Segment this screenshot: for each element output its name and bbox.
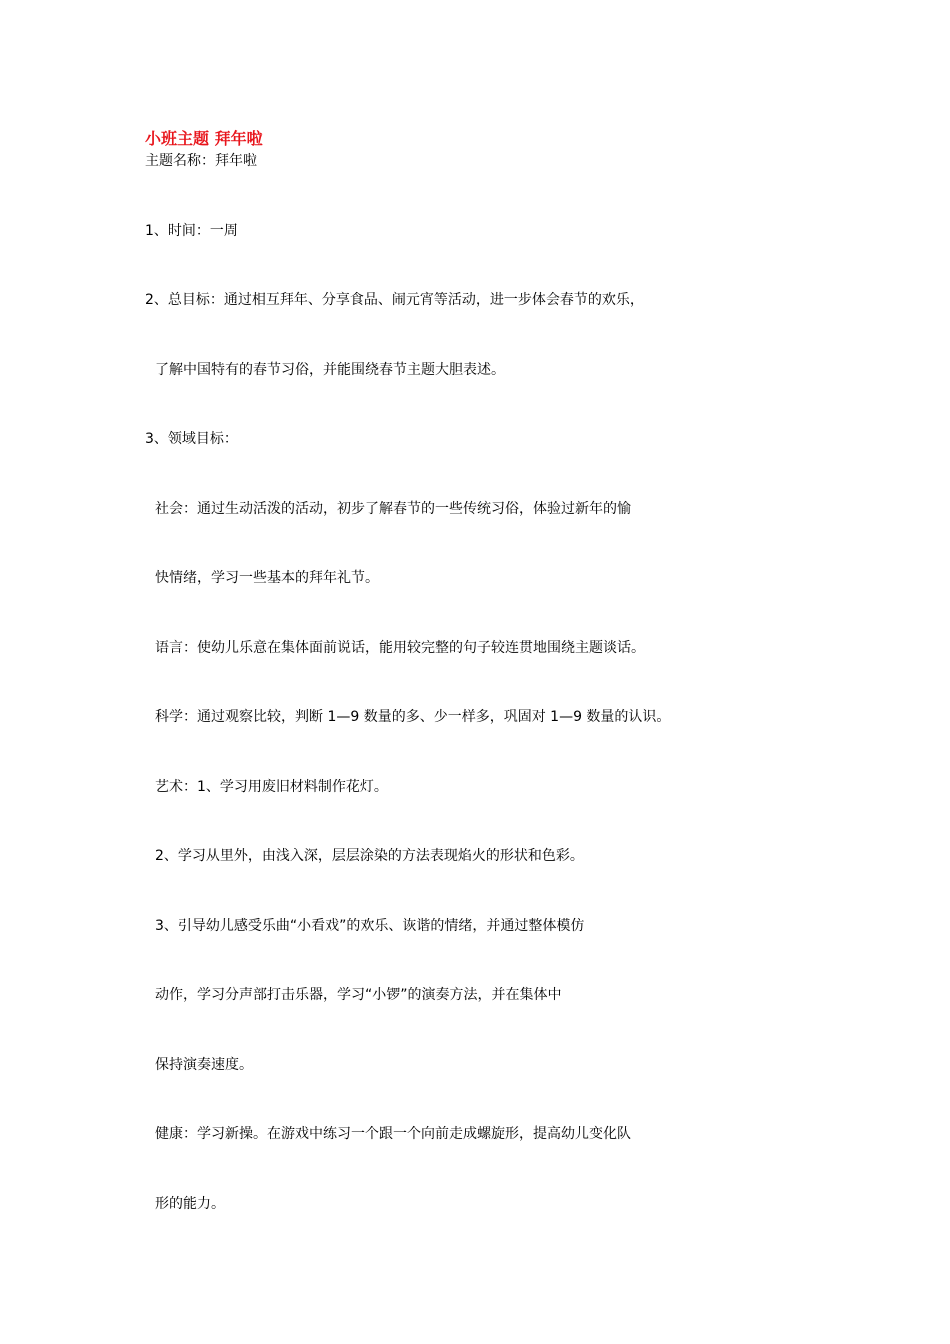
paragraph-line: 健康：学习新操。在游戏中练习一个跟一个向前走成螺旋形，提高幼儿变化队 [155,1126,631,1142]
paragraph-line: 了解中国特有的春节习俗，并能围绕春节主题大胆表述。 [155,362,505,378]
paragraph-line: 动作，学习分声部打击乐器，学习“小锣”的演奏方法，并在集体中 [155,987,562,1003]
paragraph-line: 2、学习从里外，由浅入深，层层涂染的方法表现焰火的形状和色彩。 [155,848,584,864]
document-subtitle: 主题名称：拜年啦 [145,153,257,169]
paragraph-line: 社会：通过生动活泼的活动，初步了解春节的一些传统习俗，体验过新年的愉 [155,501,631,517]
paragraph-line: 3、引导幼儿感受乐曲“小看戏”的欢乐、诙谐的情绪，并通过整体模仿 [155,918,585,934]
paragraph-line: 2、总目标：通过相互拜年、分享食品、闹元宵等活动，进一步体会春节的欢乐， [145,292,644,308]
paragraph-line: 科学：通过观察比较，判断 1—9 数量的多、少一样多，巩固对 1—9 数量的认识。 [155,709,671,725]
paragraph-line: 保持演奏速度。 [155,1057,253,1073]
paragraph-line: 1、时间：一周 [145,223,238,239]
document-title: 小班主题 拜年啦 [145,129,263,148]
paragraph-line: 3、领域目标： [145,431,238,447]
paragraph-line: 快情绪，学习一些基本的拜年礼节。 [155,570,379,586]
paragraph-line: 形的能力。 [155,1196,225,1212]
paragraph-line: 艺术：1、学习用废旧材料制作花灯。 [155,779,388,795]
paragraph-line: 语言：使幼儿乐意在集体面前说话，能用较完整的句子较连贯地围绕主题谈话。 [155,640,645,656]
